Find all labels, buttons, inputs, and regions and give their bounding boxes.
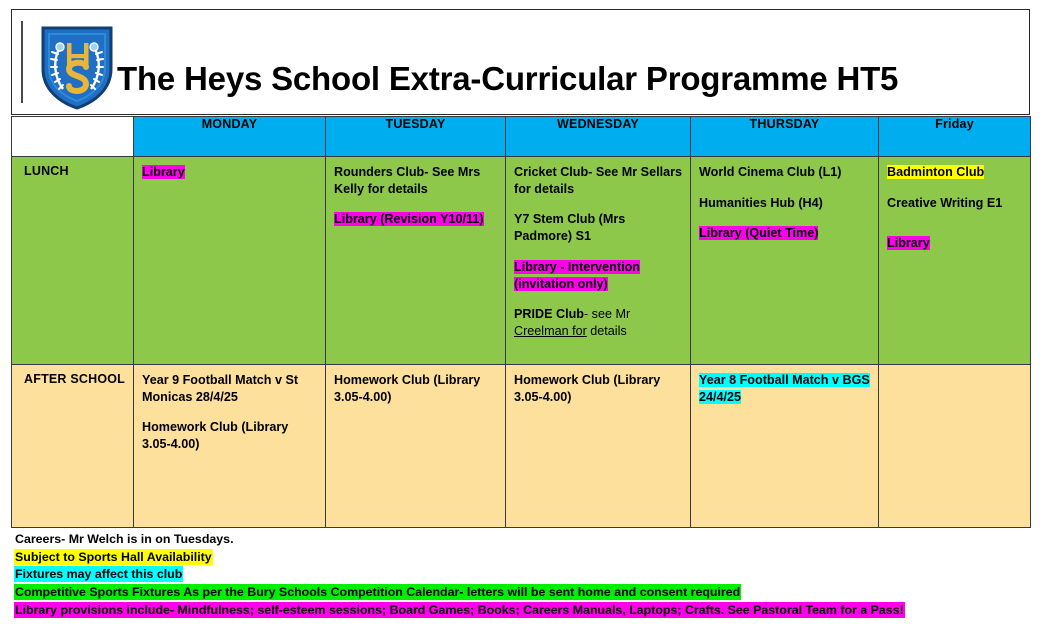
notes-key [14,531,1054,620]
note-line [14,584,1054,602]
note-text: Fixtures may affect this club [15,567,183,582]
activity-item [142,164,319,181]
activity-item [887,164,1024,181]
cell-lunch-wednesday [506,157,691,365]
header-corner-blank [12,117,134,157]
column-header-friday: Friday [879,117,1031,157]
activity-item [514,211,684,244]
activity-item [699,164,872,181]
title-vertical-rule [21,21,23,103]
table-row-lunch [12,157,1031,365]
activity-item [514,164,684,197]
note-line [14,549,1054,567]
activity-text: Homework Club (Library 3.05-4.00) [142,420,289,452]
activity-item [699,225,872,242]
row-label-after-school-cell [12,365,134,528]
row-label-lunch: LUNCH [24,164,69,178]
table-header-row [12,117,1031,157]
activity-text: Library (Quiet Time) [699,226,819,241]
column-header-wednesday: WEDNESDAY [506,117,691,157]
note-line [14,602,1054,620]
column-header-thursday: THURSDAY [691,117,879,157]
activity-item [887,195,1024,212]
column-header-monday: MONDAY [134,117,326,157]
note-text: Subject to Sports Hall Availability [15,549,212,564]
activity-text: Creative Writing E1 [887,195,1003,210]
activity-text-normal: - see Mr [583,307,631,322]
note-text: Library provisions include- Mindfulness; self-esteem sessions; Board Games; Books; Careers Manuals, Laptops; Crafts. See Pastoral Team for a Pass! [15,602,904,617]
note-line [14,531,1054,549]
note-line [14,566,1054,584]
note-text: Careers- Mr Welch is in on Tuesdays. [15,532,234,546]
activity-text: Rounders Club- See Mrs Kelly for details [334,165,481,196]
activity-item [142,419,319,452]
cell-after-school-thursday [691,365,879,528]
cell-after-school-tuesday [326,365,506,528]
activity-text: World Cinema Club (L1) [699,165,842,179]
cell-after-school-wednesday [506,365,691,528]
column-header-tuesday: TUESDAY [326,117,506,157]
note-text: Competitive Sports Fixtures As per the Bury Schools Competition Calendar- letters will be sent home and consent required [15,585,741,600]
activity-text: Homework Club (Library 3.05-4.00) [334,373,481,404]
activity-text: Homework Club (Library 3.05-4.00) [514,373,661,404]
timetable [11,116,1031,528]
activity-text: Humanities Hub (H4) [699,195,823,210]
table-row-after-school [12,365,1031,528]
activity-item [334,372,499,405]
activity-item [514,259,684,292]
activity-text: Badminton Club [887,165,985,179]
activity-item [699,195,872,212]
cell-after-school-friday [879,365,1031,528]
activity-item-pride-club [514,306,684,339]
activity-text: Y7 Stem Club (Mrs Padmore) S1 [514,212,626,244]
school-crest-icon [39,23,115,111]
activity-item [887,235,1024,252]
activity-item [334,211,499,228]
cell-lunch-monday [134,157,326,365]
activity-text: Year 9 Football Match v St Monicas 28/4/25 [142,373,299,404]
activity-text-tail: details [586,324,627,339]
title-banner [11,9,1030,115]
row-label-after-school: AFTER SCHOOL [24,372,126,386]
activity-text: Library - Intervention (invitation only) [514,259,640,291]
row-label-lunch-cell [12,157,134,365]
page-title: The Heys School Extra-Curricular Programme HT5 [117,60,899,97]
activity-text-bold: PRIDE Club [514,307,584,322]
activity-text: Library [887,236,930,251]
activity-item [699,372,872,405]
cell-lunch-tuesday [326,157,506,365]
activity-text-underline: Creelman for [514,324,587,339]
activity-text: Library [142,165,185,179]
cell-lunch-thursday [691,157,879,365]
cell-after-school-monday [134,365,326,528]
activity-text: Library (Revision Y10/11) [334,212,484,227]
activity-text: Cricket Club- See Mr Sellars for details [514,165,682,196]
activity-item [142,372,319,405]
activity-item [514,372,684,405]
cell-lunch-friday [879,157,1031,365]
activity-text: Year 8 Football Match v BGS 24/4/25 [699,373,870,404]
activity-item [334,164,499,197]
